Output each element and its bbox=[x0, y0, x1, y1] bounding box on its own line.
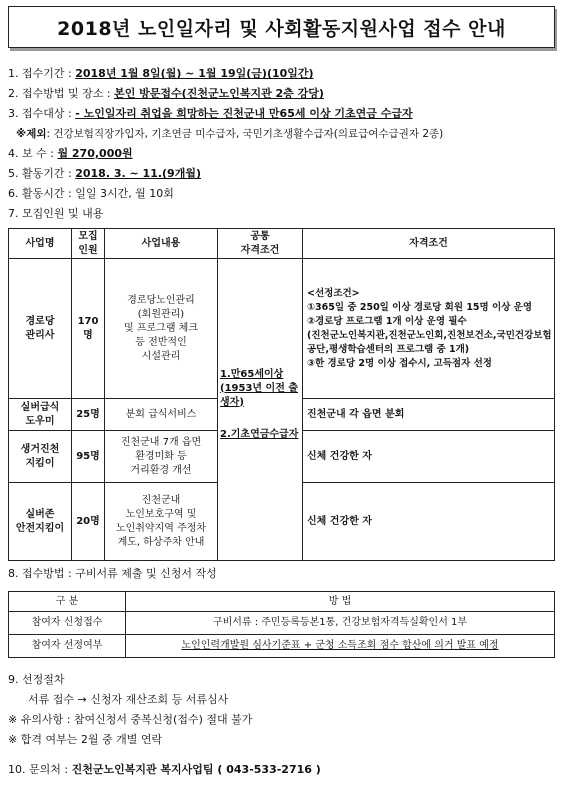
method-table bbox=[8, 591, 555, 658]
item-5: 5. 활동기간 : 2018. 3. ~ 11.(9개월) bbox=[8, 167, 201, 180]
section-10: 10. 문의처 : 진천군노인복지관 복지사업팀 ( 043-533-2716 ) bbox=[8, 763, 321, 776]
item-4: 4. 보 수 : 월 270,000원 bbox=[8, 147, 133, 160]
item-5-value: 2018. 3. ~ 11.(9개월) bbox=[75, 167, 201, 180]
title-box bbox=[8, 6, 555, 48]
table-row: 실버급식 도우미 25명 분회 급식서비스 진천군내 각 읍면 분회 bbox=[9, 399, 555, 431]
item-2-value: 본인 방문접수(진천군노인복지관 2층 강당) bbox=[114, 87, 324, 100]
header-common: 공통 자격조건 bbox=[218, 229, 303, 259]
item-2: 2. 접수방법 및 장소 : 본인 방문접수(진천군노인복지관 2층 강당) bbox=[8, 87, 324, 100]
header-content: 사업내용 bbox=[105, 229, 218, 259]
common-condition-2: 2.기초연금수급자 bbox=[220, 428, 299, 440]
table-row: 실버존 안전지킴이 20명 진천군내 노인보호구역 및 노인취약지역 주정차 계도, 하상주차 안내 신체 건강한 자 bbox=[9, 483, 555, 561]
item-1: 1. 접수기간 : 2018년 1월 8일(월) ~ 1월 19일(금)(10일간) bbox=[8, 67, 314, 80]
header-name: 사업명 bbox=[9, 229, 72, 259]
section-9: 9. 선정절차 bbox=[8, 673, 65, 686]
item-6: 6. 활동시간 : 일일 3시간, 월 10회 bbox=[8, 187, 174, 200]
note-1: ※ 유의사항 : 참여신청서 중복신청(접수) 절대 불가 bbox=[8, 713, 253, 726]
page-title: 2018년 노인일자리 및 사회활동지원사업 접수 안내 bbox=[57, 17, 506, 40]
method-table-header: 구 분 방 법 bbox=[9, 592, 555, 612]
table-row: 생거진천 지킴이 95명 진천군내 7개 읍면 환경미화 등 거리환경 개선 신체 건강한 자 bbox=[9, 431, 555, 483]
section-8: 8. 접수방법 : 구비서류 제출 및 신청서 작성 bbox=[8, 567, 217, 580]
note-2: ※ 합격 여부는 2월 중 개별 연락 bbox=[8, 733, 163, 746]
item-7: 7. 모집인원 및 내용 bbox=[8, 207, 104, 220]
table-row: 참여자 신청접수 구비서류 : 주민등록등본1통, 건강보험자격득실확인서 1부 bbox=[9, 612, 555, 635]
header-count: 모집 인원 bbox=[72, 229, 105, 259]
item-3-value: - 노인일자리 취업을 희망하는 진천군내 만65세 이상 기초연금 수급자 bbox=[75, 107, 413, 120]
item-3: 3. 접수대상 : - 노인일자리 취업을 희망하는 진천군내 만65세 이상 기초연금 수급자 bbox=[8, 107, 413, 120]
recruit-table-header bbox=[9, 229, 555, 259]
section-9-sub: 서류 접수 → 신청자 재산조회 등 서류심사 bbox=[28, 693, 229, 706]
header-qual: 자격조건 bbox=[303, 229, 555, 259]
item-1-value: 2018년 1월 8일(월) ~ 1월 19일(금)(10일간) bbox=[75, 67, 314, 80]
table-row: 경로당 관리사 170명 경로당노인관리 (회원관리) 및 프로그램 체크 등 전반적인 시설관리 1.만65세이상(1953년 이전 출생자) 2.기초연금수급자 <선정조건> ①365일 중 250일 이상 경로당 회원 15명 이상 운영 ②경로당 프로그램 1개 이상 운영 필수 (진천군노인복지관,진천군노인회,진천보건소,국민건강보험공단,평생학습센터의 프로그램 중 1개) ③한 경로당 2명 이상 접수시, 고득점자 선정 bbox=[9, 259, 555, 399]
contact-value: 진천군노인복지관 복지사업팀 ( 043-533-2716 ) bbox=[71, 763, 321, 776]
table-row: 참여자 선정여부 노인인력개발원 심사기준표 + 군청 소득조회 점수 합산에 의거 발표 예정 bbox=[9, 635, 555, 658]
common-conditions bbox=[218, 259, 303, 561]
recruit-table bbox=[8, 228, 555, 561]
common-condition-1: 1.만65세이상(1953년 이전 출생자) bbox=[220, 368, 299, 408]
item-4-value: 월 270,000원 bbox=[57, 147, 133, 160]
item-3-note: ※제외: 건강보험직장가입자, 기초연금 미수급자, 국민기초생활수급자(의료급여수급권자 2종) bbox=[16, 128, 444, 140]
